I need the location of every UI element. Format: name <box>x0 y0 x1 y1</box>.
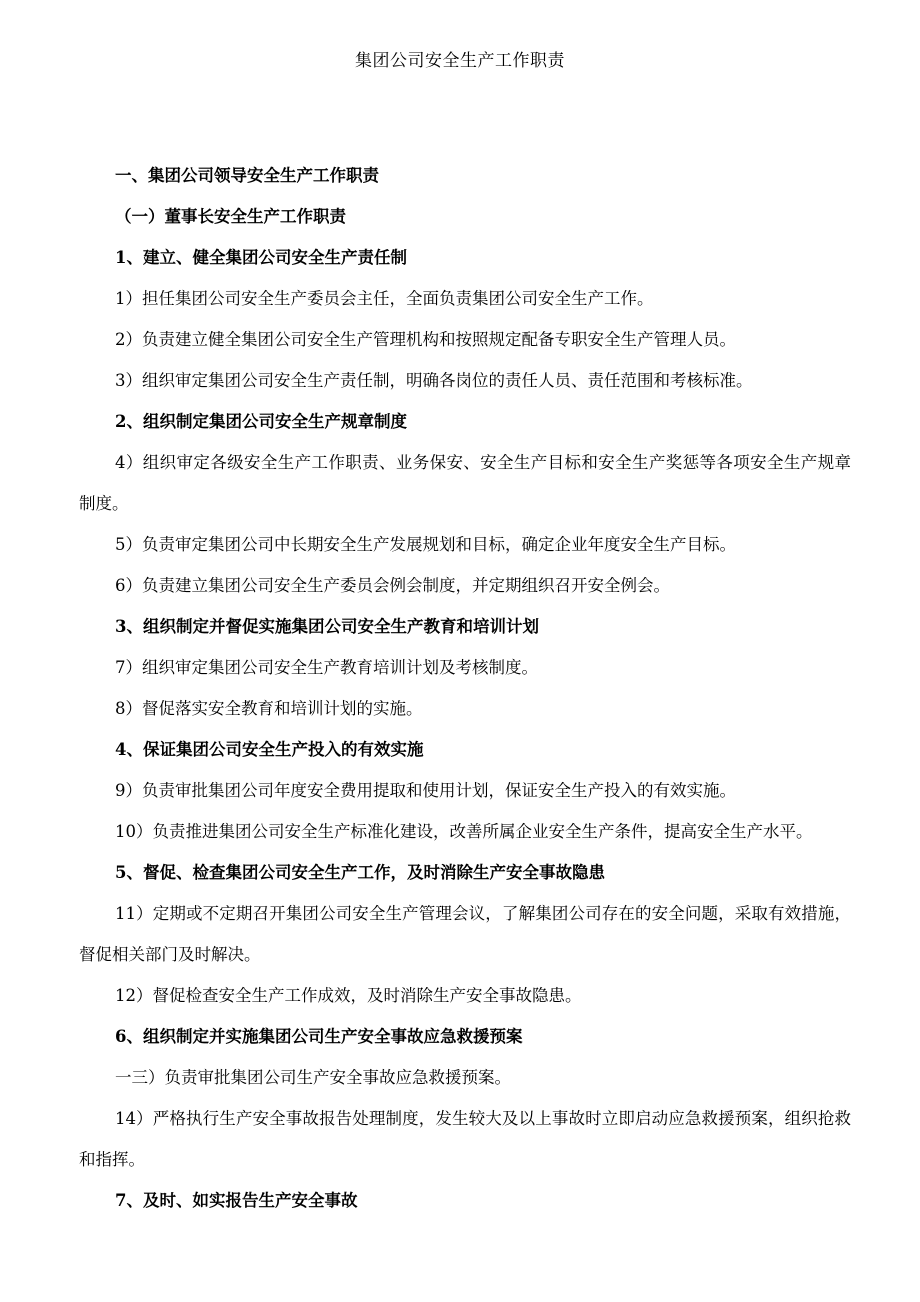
body-paragraph: 6）负责建立集团公司安全生产委员会例会制度，并定期组织召开安全例会。 <box>115 576 670 595</box>
body-paragraph: 3）组织审定集团公司安全生产责任制，明确各岗位的责任人员、责任范围和考核标准。 <box>115 371 753 390</box>
body-paragraph: 5）负责审定集团公司中长期安全生产发展规划和目标，确定企业年度安全生产目标。 <box>115 535 736 554</box>
body-paragraph: 7）组织审定集团公司安全生产教育培训计划及考核制度。 <box>115 658 538 677</box>
section-heading: 一、集团公司领导安全生产工作职责 <box>115 166 379 185</box>
body-paragraph: 一三）负责审批集团公司生产安全事故应急救援预案。 <box>115 1068 511 1087</box>
section-heading: 5、督促、检查集团公司安全生产工作，及时消除生产安全事故隐患 <box>115 863 605 882</box>
body-paragraph: 4）组织审定各级安全生产工作职责、业务保安、安全生产目标和安全生产奖惩等各项安全生产规章制度。 <box>79 453 851 513</box>
body-paragraph: 12）督促检查安全生产工作成效，及时消除生产安全事故隐患。 <box>115 986 582 1005</box>
body-paragraph: 2）负责建立健全集团公司安全生产管理机构和按照规定配备专职安全生产管理人员。 <box>115 330 736 349</box>
section-heading: （一）董事长安全生产工作职责 <box>115 207 346 226</box>
body-paragraph: 9）负责审批集团公司年度安全费用提取和使用计划，保证安全生产投入的有效实施。 <box>115 781 736 800</box>
section-heading: 7、及时、如实报告生产安全事故 <box>115 1191 358 1210</box>
body-paragraph: 11）定期或不定期召开集团公司安全生产管理会议，了解集团公司存在的安全问题，采取有效措施，督促相关部门及时解决。 <box>79 904 851 964</box>
body-paragraph: 8）督促落实安全教育和培训计划的实施。 <box>115 699 423 718</box>
body-paragraph: 1）担任集团公司安全生产委员会主任，全面负责集团公司安全生产工作。 <box>115 289 654 308</box>
section-heading: 3、组织制定并督促实施集团公司安全生产教育和培训计划 <box>115 617 539 636</box>
section-heading: 2、组织制定集团公司安全生产规章制度 <box>115 412 407 431</box>
body-paragraph: 14）严格执行生产安全事故报告处理制度，发生较大及以上事故时立即启动应急救援预案，组织抢救和指挥。 <box>79 1109 851 1169</box>
document-title: 集团公司安全生产工作职责 <box>355 51 565 71</box>
section-heading: 4、保证集团公司安全生产投入的有效实施 <box>115 740 424 759</box>
body-paragraph: 10）负责推进集团公司安全生产标准化建设，改善所属企业安全生产条件，提高安全生产水平。 <box>115 822 813 841</box>
section-heading: 6、组织制定并实施集团公司生产安全事故应急救援预案 <box>115 1027 523 1046</box>
section-heading: 1、建立、健全集团公司安全生产责任制 <box>115 248 407 267</box>
document-body <box>79 155 851 1221</box>
